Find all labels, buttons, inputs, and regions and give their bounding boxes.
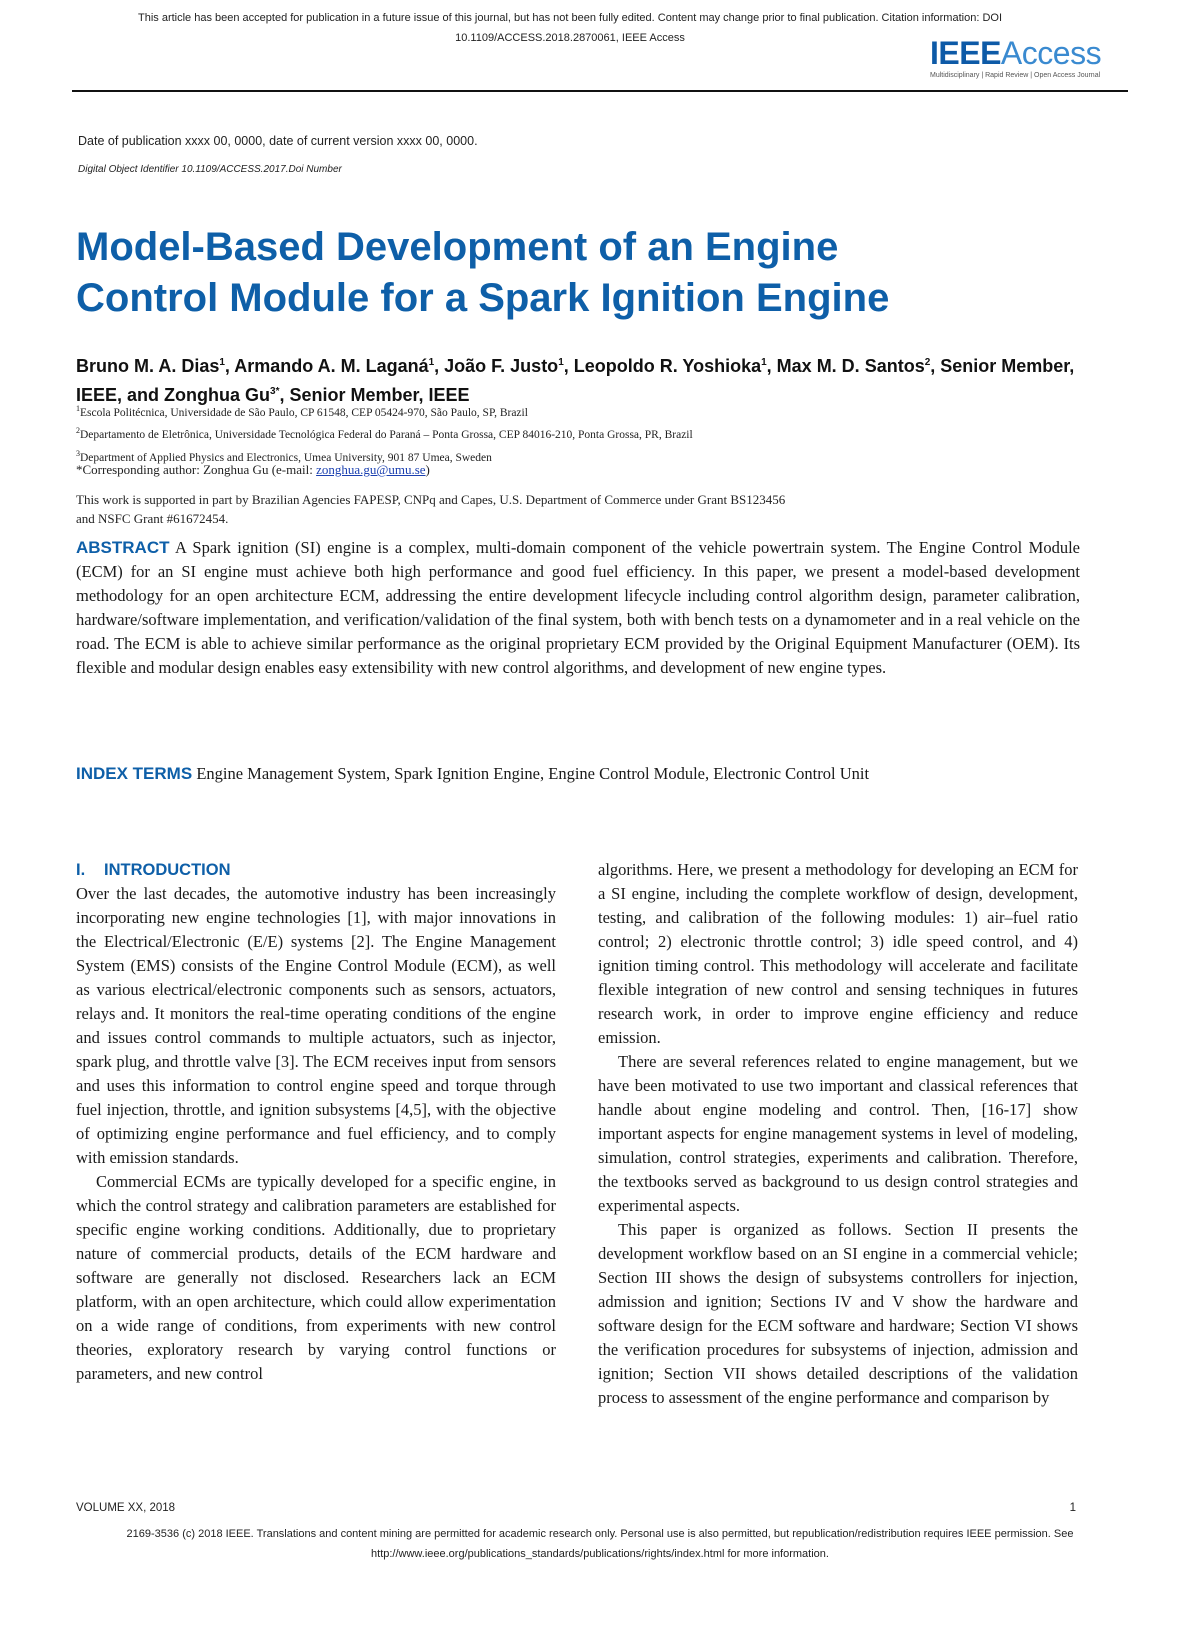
body-column-right <box>598 858 1078 1410</box>
copyright-line-1: 2169-3536 (c) 2018 IEEE. Translations and content mining are permitted for academic research only. Personal use is also permitted, but republication/redistribution requires IEEE permission. See <box>126 1528 1074 1540</box>
corresponding-suffix: ) <box>425 462 430 477</box>
body-paragraph: There are several references related to engine management, but we have been motivated to use two important and classical references that handle about engine modeling and control. Then, [16-17] show important aspects for engine management systems in level of modeling, simulation, control strategies, experiments and calibration. Therefore, the textbooks served as background to us design control strategies and experimental aspects. <box>598 1052 1078 1215</box>
affiliations <box>76 400 1116 467</box>
index-terms-label: INDEX TERMS <box>76 764 193 783</box>
author-name: , João F. Justo <box>434 356 559 376</box>
body-paragraph: Over the last decades, the automotive industry has been increasingly incorporating new engine technologies [1], with major innovations in the Electrical/Electronic (E/E) systems [2]. The Engine Management System (EMS) consists of the Engine Control Module (ECM), as well as various electrical/electronic components such as sensors, actuators, relays and. It monitors the real-time operating conditions of the engine and issues control commands to multiple actuators, such as injector, spark plug, and throttle valve [3]. The ECM receives input from sensors and uses this information to control engine speed and torque through fuel injection, throttle, and ignition subsystems [4,5], with the objective of optimizing engine performance and fuel efficiency, and to comply with emission standards. <box>76 884 556 1167</box>
author-affil-marker: 1 <box>428 357 435 368</box>
page-number: 1 <box>1069 1502 1076 1514</box>
affiliation-text: Escola Politécnica, Universidade de São Paulo, CP 61548, CEP 05424-970, São Paulo, SP, Brazil <box>80 406 528 419</box>
author-affil-marker: 1 <box>219 357 225 368</box>
copyright-line-2[interactable]: http://www.ieee.org/publications_standards/publications/rights/index.html for more information. <box>371 1548 829 1560</box>
doi-line: Digital Object Identifier 10.1109/ACCESS.2017.Doi Number <box>78 164 342 175</box>
logo-tagline: Multidisciplinary | Rapid Review | Open Access Journal <box>930 72 1101 79</box>
affiliation-number: 2 <box>76 426 80 436</box>
corresponding-author <box>76 462 430 478</box>
affiliation-item <box>76 400 1116 422</box>
author-role: , Senior Member, IEEE <box>279 385 470 405</box>
author-name: , Senior Member, IEEE, and Zonghua Gu <box>76 356 1075 405</box>
author-name: , Max M. D. Santos <box>766 356 925 376</box>
author-name: Bruno M. A. Dias <box>76 356 220 376</box>
section-title: INTRODUCTION <box>104 861 231 879</box>
paper-title <box>76 222 1116 324</box>
affiliation-number: 1 <box>76 404 80 413</box>
acceptance-notice-line2: 10.1109/ACCESS.2018.2870061, IEEE Access <box>455 32 685 44</box>
title-line-1: Model-Based Development of an Engine <box>76 225 839 269</box>
index-terms <box>76 762 976 786</box>
ieee-access-logo <box>930 36 1120 79</box>
body-paragraph: algorithms. Here, we present a methodology for developing an ECM for a SI engine, including the complete workflow of design, development, testing, and calibration of the following modules: 1) air–fuel ratio control; 2) electronic throttle control; 3) idle speed control, and 4) ignition timing control. This methodology will accelerate and facilitate flexible integration of new control and sensing techniques in futures research work, in order to improve engine efficiency and reduce emission. <box>598 860 1078 1047</box>
copyright-notice <box>40 1524 1160 1564</box>
affiliation-text: Departamento de Eletrônica, Universidade Tecnológica Federal do Paraná – Ponta Grossa, CEP 84016-210, Ponta Grossa, PR, Brazil <box>80 429 693 442</box>
affiliation-text: Department of Applied Physics and Electronics, Umea University, 901 87 Umea, Sweden <box>80 451 492 464</box>
corresponding-email-link[interactable]: zonghua.gu@umu.se <box>316 462 426 477</box>
index-terms-text: Engine Management System, Spark Ignition Engine, Engine Control Module, Electronic Control Unit <box>192 764 870 783</box>
author-affil-marker: 3* <box>270 386 280 397</box>
logo-ieee-text: IEEE <box>930 35 1001 71</box>
funding-note <box>76 490 936 528</box>
author-name: , Armando A. M. Laganá <box>224 356 429 376</box>
abstract-text: A Spark ignition (SI) engine is a complex, multi-domain component of the vehicle powertrain system. The Engine Control Module (ECM) for an SI engine must achieve both high performance and good fuel efficiency. In this paper, we present a model-based development methodology for an open architecture ECM, addressing the entire development lifecycle including control algorithm design, parameter calibration, hardware/software implementation, and verification/validation of the final system, both with bench tests on a dynamometer and in a real vehicle on the road. The ECM is able to achieve similar performance as the original proprietary ECM provided by the Original Equipment Manufacturer (OEM). Its flexible and modular design enables easy extensibility with new control algorithms, and development of new engine types. <box>76 538 1080 677</box>
abstract-label: ABSTRACT <box>76 538 170 557</box>
abstract <box>76 536 1080 680</box>
body-column-left <box>76 858 556 1386</box>
section-number: I. <box>76 861 86 879</box>
acceptance-notice <box>60 8 1080 48</box>
author-affil-marker: 1 <box>558 357 564 368</box>
body-paragraph: This paper is organized as follows. Section II presents the development workflow based on an SI engine in a commercial vehicle; Section III shows the design of subsystems controllers for injection, admission and ignition; Sections IV and V show the hardware and software design for the ECM software and hardware; Section VI shows the verification procedures for subsystems of injection, admission and ignition; Section VII shows detailed descriptions of the validation process to assessment of the engine performance and comparison by <box>598 1220 1078 1407</box>
volume-label: VOLUME XX, 2018 <box>76 1502 176 1514</box>
author-affil-marker: 1 <box>761 357 767 368</box>
logo-access-text: Access <box>1000 35 1102 71</box>
corresponding-prefix: *Corresponding author: Zonghua Gu (e-mail: <box>76 462 317 477</box>
funding-line-2: and NSFC Grant #61672454. <box>76 511 229 526</box>
affiliation-number: 3 <box>76 448 80 458</box>
section-heading-introduction <box>76 858 556 882</box>
publication-date: Date of publication xxxx 00, 0000, date of current version xxxx 00, 0000. <box>78 134 478 148</box>
affiliation-item <box>76 422 1116 444</box>
author-affil-marker: 2 <box>924 357 931 368</box>
funding-line-1: This work is supported in part by Brazilian Agencies FAPESP, CNPq and Capes, U.S. Department of Commerce under Grant BS123456 <box>76 492 786 507</box>
acceptance-notice-line1: This article has been accepted for publication in a future issue of this journal, but has not been fully edited. Content may change prior to final publication. Citation information: DOI <box>138 12 1002 24</box>
author-name: , Leopoldo R. Yoshioka <box>563 356 762 376</box>
title-line-2: Control Module for a Spark Ignition Engine <box>76 276 890 320</box>
body-paragraph: Commercial ECMs are typically developed for a specific engine, in which the control strategy and calibration parameters are established for specific engine working conditions. Additionally, due to proprietary nature of commercial products, details of the ECM hardware and software are generally not disclosed. Researchers lack an ECM platform, with an open architecture, which could allow experimentation on a wide range of conditions, from experiments with new control theories, exploratory research by varying control functions or parameters, and new control <box>76 1172 556 1383</box>
header-divider <box>72 90 1128 92</box>
